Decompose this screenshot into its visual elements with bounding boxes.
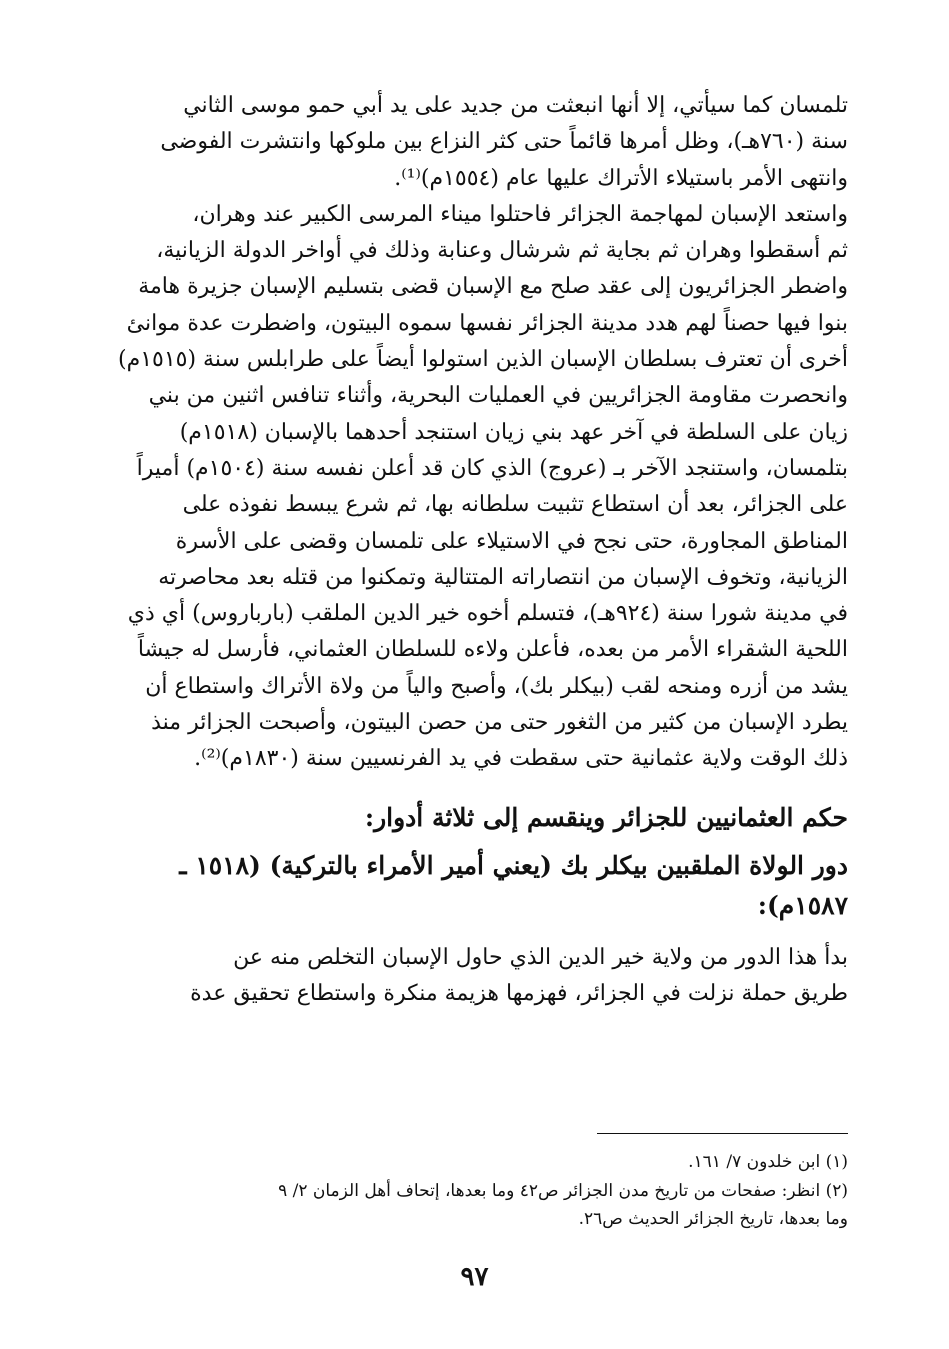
text-line: طريق حملة نزلت في الجزائر، فهزمها هزيمة منكرة واستطاع تحقيق عدة: [190, 980, 848, 1006]
text-line: واضطر الجزائريون إلى عقد صلح مع الإسبان قضى بتسليم الإسبان جزيرة هامة: [138, 274, 848, 300]
text-line: سنة (٧٦٠هـ)، وظل أمرها قائماً حتى كثر النزاع بين ملوكها وانتشرت الفوضى: [160, 129, 848, 155]
text-line: يشد من أزره ومنحه لقب (بيكلر بك)، وأصبح والياً من ولاة الأتراك واستطاع أن: [145, 673, 848, 699]
text-line: بتلمسان، واستنجد الآخر بـ (عروج) الذي كان قد أعلن نفسه سنة (١٥٠٤م) أميراً: [136, 455, 848, 481]
text-line: يطرد الإسبان من كثير من الثغور حتى من حصن البيتون، وأصبحت الجزائر منذ: [151, 710, 848, 736]
text-line: وانحصرت مقاومة الجزائريين في العمليات البحرية، وأثناء تنافس اثنين من بني: [148, 383, 848, 409]
heading-line: حكم العثمانيين للجزائر وينقسم إلى ثلاثة أدوار:: [364, 802, 848, 832]
footnote-2: [104, 1177, 848, 1234]
text-line: زيان على السلطة في آخر عهد بني زيان استنجد أحدهما بالإسبان (١٥١٨م): [179, 419, 848, 445]
footnote-line: وما بعدها، تاريخ الجزائر الحديث ص٢٦.: [578, 1209, 848, 1229]
section-heading: [104, 798, 848, 838]
subsection-heading: [104, 846, 848, 926]
heading-line: دور الولاة الملقبين بيكلر بك (يعني أمير الأمراء بالتركية) (١٥١٨ ـ: [179, 850, 848, 880]
text-line: اللحية الشقراء الأمر من بعده، فأعلن ولاءه للسلطان العثماني، فأرسل له جيشاً: [137, 637, 848, 663]
text-line: واستعد الإسبان لمهاجمة الجزائر فاحتلوا ميناء المرسى الكبير عند وهران،: [192, 201, 848, 227]
paragraph-3: [104, 940, 848, 1013]
footnote-line: (٢) انظر: صفحات من تاريخ مدن الجزائر ص٤٢ وما بعدها، إتحاف أهل الزمان ٢/ ٩: [278, 1180, 848, 1201]
paragraph-2: [104, 197, 848, 778]
text-line: بنوا فيها حصناً لهم هدد مدينة الجزائر نفسها سموه البيتون، واضطرت عدة موانئ: [126, 310, 848, 336]
footnote-divider: [597, 1133, 848, 1134]
paragraph-1: [104, 88, 848, 197]
text-line: على الجزائر، بعد أن استطاع تثبيت سلطانه بها، ثم شرع يبسط نفوذه على: [182, 492, 848, 518]
footnote-line: (١) ابن خلدون ٧/ ١٦١.: [688, 1152, 848, 1172]
text-line: وانتهى الأمر باستيلاء الأتراك عليها عام (١٥٥٤م)⁽¹⁾.: [394, 165, 848, 191]
text-line: المناطق المجاورة، حتى نجح في الاستيلاء على تلمسان وقضى على الأسرة: [175, 528, 848, 554]
text-line: تلمسان كما سيأتي، إلا أنها انبعثت من جديد على يد أبي حمو موسى الثاني: [183, 93, 848, 118]
text-line: في مدينة شورا سنة (٩٢٤هـ)، فتسلم أخوه خير الدين الملقب (بارباروس) أي ذي: [127, 601, 848, 627]
text-line: بدأ هذا الدور من ولاية خير الدين الذي حاول الإسبان التخلص منه عن: [233, 944, 848, 970]
footnotes: [104, 1148, 848, 1234]
text-line: ذلك الوقت ولاية عثمانية حتى سقطت في يد الفرنسيين سنة (١٨٣٠م)⁽²⁾.: [194, 746, 848, 772]
footnote-1: [104, 1148, 848, 1177]
text-line: أخرى أن تعترف بسلطان الإسبان الذين استولوا أيضاً على طرابلس سنة (١٥١٥م): [118, 347, 848, 373]
page-number: ٩٧: [460, 1262, 489, 1292]
text-line: الزيانية، وتخوف الإسبان من انتصاراته المتتالية وتمكنوا من قتله بعد محاصرته: [158, 564, 848, 590]
page-body: [104, 88, 848, 1012]
heading-line: ١٥٨٧م):: [757, 890, 848, 920]
text-line: ثم أسقطوا وهران ثم بجاية ثم شرشال وعنابة وذلك في أواخر الدولة الزيانية،: [156, 238, 848, 264]
